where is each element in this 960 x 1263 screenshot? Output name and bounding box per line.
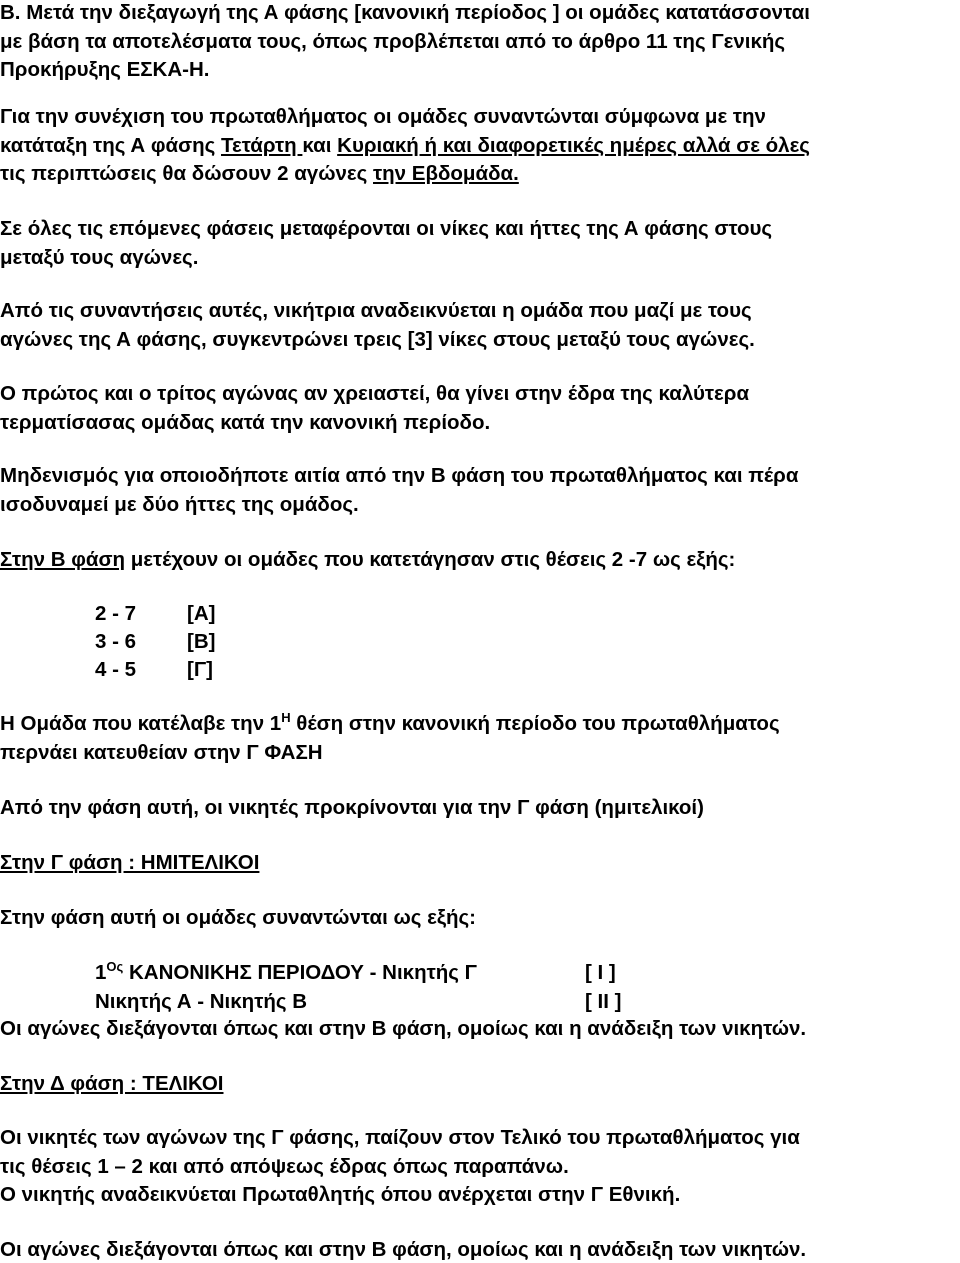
first-place-line-2: περνάει κατευθείαν στην Γ ΦΑΣΗ <box>0 741 323 764</box>
home-court-line-1: Ο πρώτος και ο τρίτος αγώνας αν χρειαστεί, θα γίνει στην έδρα της καλύτερα <box>0 382 750 405</box>
pairing-group: [Α] <box>187 602 216 625</box>
paragraph-b-line-2: με βάση τα αποτελέσματα τους, όπως προβλέπεται από το άρθρο 11 της Γενικής <box>0 30 786 53</box>
phase-c-intro: Στην φάση αυτή οι ομάδες συναντώνται ως εξής: <box>0 906 476 929</box>
underlined-wednesday: Τετάρτη <box>221 134 303 157</box>
pairing-group: [Γ] <box>187 658 213 681</box>
continuation-line-1: Για την συνέχιση του πρωταθλήματος οι ομάδες συναντώνται σύμφωνα με την <box>0 105 766 128</box>
text: κατάταξη της Α φάσης <box>0 134 221 157</box>
phase-d-heading: Στην Δ φάση : ΤΕΛΙΚΟΙ <box>0 1072 224 1095</box>
semifinal-matchup: Νικητής Α - Νικητής Β <box>95 990 308 1013</box>
semifinal-matchup <box>95 960 477 986</box>
text: θέση στην κανονική περίοδο του πρωταθλήματος <box>290 712 780 735</box>
text: και <box>302 134 338 157</box>
home-court-line-2: τερματίσασας ομάδας κατά την κανονική περίοδο. <box>0 411 491 434</box>
phase-c-heading: Στην Γ φάση : ΗΜΙΤΕΛΙΚΟΙ <box>0 851 260 874</box>
text: Η Ομάδα που κατέλαβε την 1 <box>0 712 282 735</box>
carryover-line-1: Σε όλες τις επόμενες φάσεις μεταφέρονται οι νίκες και ήττες της Α φάσης στους <box>0 217 773 240</box>
text: 1 <box>95 961 107 984</box>
semifinal-label: [ ΙΙ ] <box>585 990 622 1013</box>
forfeit-line-2: ισοδυναμεί με δύο ήττες της ομάδος. <box>0 493 359 516</box>
pairing-teams: 2 - 7 <box>95 602 137 625</box>
phase-b-heading <box>0 547 735 573</box>
superscript: Ος <box>106 959 124 974</box>
pairing-teams: 3 - 6 <box>95 630 137 653</box>
continuation-line-3 <box>0 161 519 187</box>
underlined-sunday: Κυριακή ή και διαφορετικές ημέρες αλλά σε όλες <box>337 134 810 157</box>
pairing-group: [Β] <box>187 630 216 653</box>
carryover-line-2: μεταξύ τους αγώνες. <box>0 246 199 269</box>
paragraph-b-line-3: Προκήρυξης ΕΣΚΑ-Η. <box>0 58 210 81</box>
winner-line-2: αγώνες της Α φάσης, συγκεντρώνει τρεις [3] νίκες στους μεταξύ τους αγώνες. <box>0 328 755 351</box>
forfeit-line-1: Μηδενισμός για οποιοδήποτε αιτία από την Β φάση του πρωταθλήματος και πέρα <box>0 464 799 487</box>
phase-b-label: Στην Β φάση <box>0 548 126 571</box>
phase-d-rules: Οι αγώνες διεξάγονται όπως και στην Β φάση, ομοίως και η ανάδειξη των νικητών. <box>0 1238 807 1261</box>
pairing-teams: 4 - 5 <box>95 658 137 681</box>
final-line-2: τις θέσεις 1 – 2 και από απόψεως έδρας όπως παραπάνω. <box>0 1155 569 1178</box>
text: τις περιπτώσεις θα δώσουν 2 αγώνες <box>0 162 374 185</box>
first-place-line-1 <box>0 711 780 737</box>
phase-b-text: μετέχουν οι ομάδες που κατετάγησαν στις θέσεις 2 -7 ως εξής: <box>125 548 736 571</box>
phase-c-rules: Οι αγώνες διεξάγονται όπως και στην Β φάση, ομοίως και η ανάδειξη των νικητών. <box>0 1017 807 1040</box>
continuation-line-2 <box>0 133 810 159</box>
semifinal-label: [ Ι ] <box>585 961 616 984</box>
final-line-1: Οι νικητές των αγώνων της Γ φάσης, παίζουν στον Τελικό του πρωταθλήματος για <box>0 1126 800 1149</box>
superscript: Η <box>281 710 291 725</box>
final-line-3: Ο νικητής αναδεικνύεται Πρωταθλητής όπου ανέρχεται στην Γ Εθνική. <box>0 1183 681 1206</box>
text: ΚΑΝΟΝΙΚΗΣ ΠΕΡΙΟΔΟΥ - Νικητής Γ <box>123 961 477 984</box>
paragraph-b-line-1: Β. Μετά την διεξαγωγή της Α φάσης [κανονική περίοδος ] οι ομάδες κατατάσσονται <box>0 1 810 24</box>
underlined-week: την Εβδομάδα. <box>373 162 519 185</box>
winner-line-1: Από τις συναντήσεις αυτές, νικήτρια αναδεικνύεται η ομάδα που μαζί με τους <box>0 299 752 322</box>
semifinal-qualification: Από την φάση αυτή, οι νικητές προκρίνονται για την Γ φάση (ημιτελικοί) <box>0 796 704 819</box>
